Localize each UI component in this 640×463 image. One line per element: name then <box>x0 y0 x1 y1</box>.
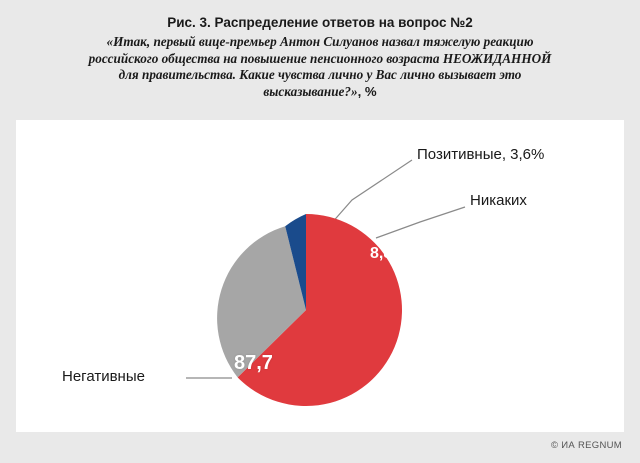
credit-text: © ИА REGNUM <box>551 440 622 451</box>
figure-footer <box>0 432 640 463</box>
pie-chart <box>206 210 406 410</box>
slice-label-positive: Позитивные, 3,6% <box>417 146 545 163</box>
page-title: Рис. 3. Распределение ответов на вопрос №2 <box>167 15 473 30</box>
subtitle-line-4: высказывание?» <box>263 83 358 99</box>
figure-header <box>0 0 640 118</box>
subtitle-line-1: «Итак, первый вице-премьер Антон Силуанов назвал тяжелую реакцию <box>106 34 534 49</box>
subtitle-unit: , % <box>357 83 377 99</box>
subtitle-line-3: для правительства. Какие чувства лично у Вас лично вызывает это <box>118 67 522 82</box>
figure-subtitle <box>60 34 580 100</box>
pie-slices <box>206 210 406 410</box>
slice-value-negative: 87,7 <box>234 352 273 374</box>
slice-label-none: Никаких <box>470 192 527 209</box>
subtitle-line-2: российского общества на повышение пенсионного возраста НЕОЖИДАННОЙ <box>88 50 552 66</box>
slice-value-none: 8,8 <box>370 245 393 262</box>
slice-label-negative: Негативные <box>62 368 145 385</box>
